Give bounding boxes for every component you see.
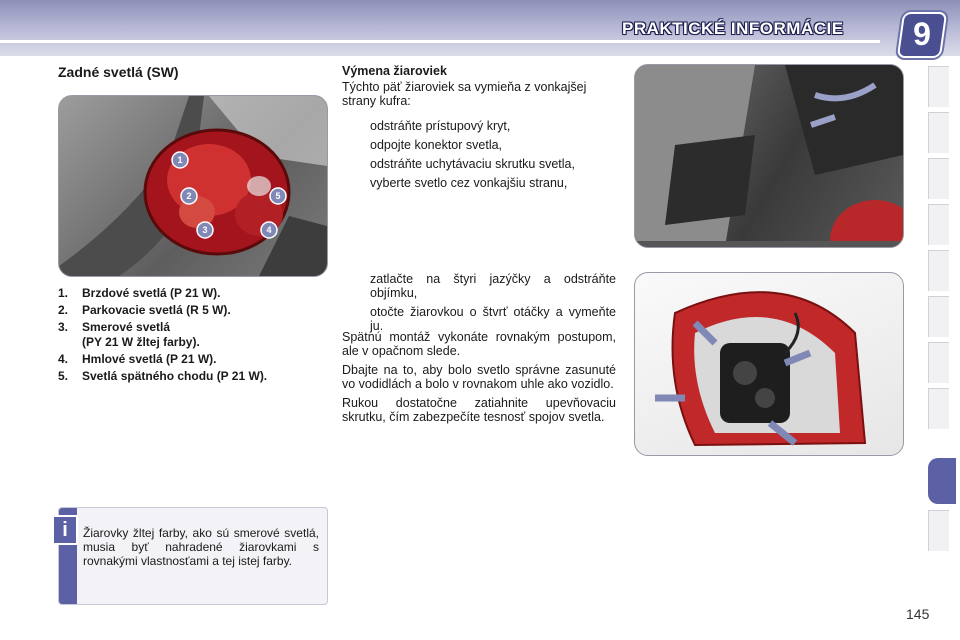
reassembly-notes (342, 330, 616, 429)
callout-3: 3 (202, 225, 208, 235)
rear-light-illustration (59, 96, 327, 276)
callout-5: 5 (275, 191, 281, 201)
page-header (0, 0, 960, 56)
chapter-tab[interactable] (928, 296, 949, 337)
step-item: odstráňte uchytávaciu skrutku svetla, (370, 157, 575, 171)
bulb-item: 1. Brzdové svetlá (P 21 W). (58, 286, 221, 300)
rear-light-figure (58, 95, 328, 277)
step-item: zatlačte na štyri jazýčky a odstráňte objímku, (370, 272, 616, 300)
page-number: 145 (906, 606, 930, 622)
lamp-unit-illustration (635, 273, 903, 455)
chapter-badge (897, 12, 947, 58)
info-box (58, 507, 328, 605)
bulb-item: 2. Parkovacie svetlá (R 5 W). (58, 303, 231, 317)
chapter-tab[interactable] (928, 112, 949, 153)
chapter-tab[interactable] (928, 204, 949, 245)
lamp-unit-figure (634, 272, 904, 456)
bulb-list (58, 286, 267, 386)
note-paragraph: Dbajte na to, aby bolo svetlo správne zasunuté vo vodidlách a bolo v rovnakom uhle ako vozidlo. (342, 363, 616, 391)
replacement-heading: Výmena žiaroviek (342, 64, 447, 78)
chapter-tab[interactable] (928, 158, 949, 199)
callout-2: 2 (186, 191, 192, 201)
replacement-intro: Týchto päť žiaroviek sa vymieňa z vonkajšej strany kufra: (342, 80, 587, 108)
step-item: vyberte svetlo cez vonkajšiu stranu, (370, 176, 568, 190)
steps-list-2 (346, 272, 616, 338)
header-rule (0, 40, 880, 43)
bulb-item: 3. Smerové svetlá (PY 21 W žltej farby). (58, 320, 200, 349)
chapter-number: 9 (913, 16, 931, 52)
step-item: otočte žiarovkou o štvrť otáčky a vymeňte ju. (370, 305, 616, 333)
info-text: Žiarovky žltej farby, ako sú smerové svetlá, musia byť nahradené žiarovkami s rovnakými vlastnosťami a tej istej farby. (83, 526, 319, 568)
chapter-tab[interactable] (928, 66, 949, 107)
note-paragraph: Rukou dostatočne zatiahnite upevňovaciu skrutku, čím zabezpečíte tesnosť spojov svetla. (342, 396, 616, 424)
callout-1: 1 (177, 155, 183, 165)
chapter-tab[interactable] (928, 388, 949, 429)
note-paragraph: Spätnú montáž vykonáte rovnakým postupom, ale v opačnom slede. (342, 330, 616, 358)
chapter-tab[interactable] (928, 250, 949, 291)
chapter-tab[interactable] (928, 510, 949, 551)
info-icon: i (52, 515, 78, 545)
trunk-access-figure (634, 64, 904, 248)
callout-4: 4 (266, 225, 272, 235)
step-item: odpojte konektor svetla, (370, 138, 503, 152)
chapter-tab[interactable] (928, 342, 949, 383)
steps-list-1 (346, 119, 616, 195)
chapter-title: PRAKTICKÉ INFORMÁCIE (622, 19, 844, 38)
trunk-illustration (635, 65, 903, 247)
chapter-tab-active[interactable] (928, 458, 956, 504)
bulb-item: 5. Svetlá spätného chodu (P 21 W). (58, 369, 268, 383)
section-title: Zadné svetlá (SW) (58, 64, 179, 80)
step-item: odstráňte prístupový kryt, (370, 119, 511, 133)
chapter-tabs (928, 66, 960, 574)
bulb-item: 4. Hmlové svetlá (P 21 W). (58, 352, 217, 366)
